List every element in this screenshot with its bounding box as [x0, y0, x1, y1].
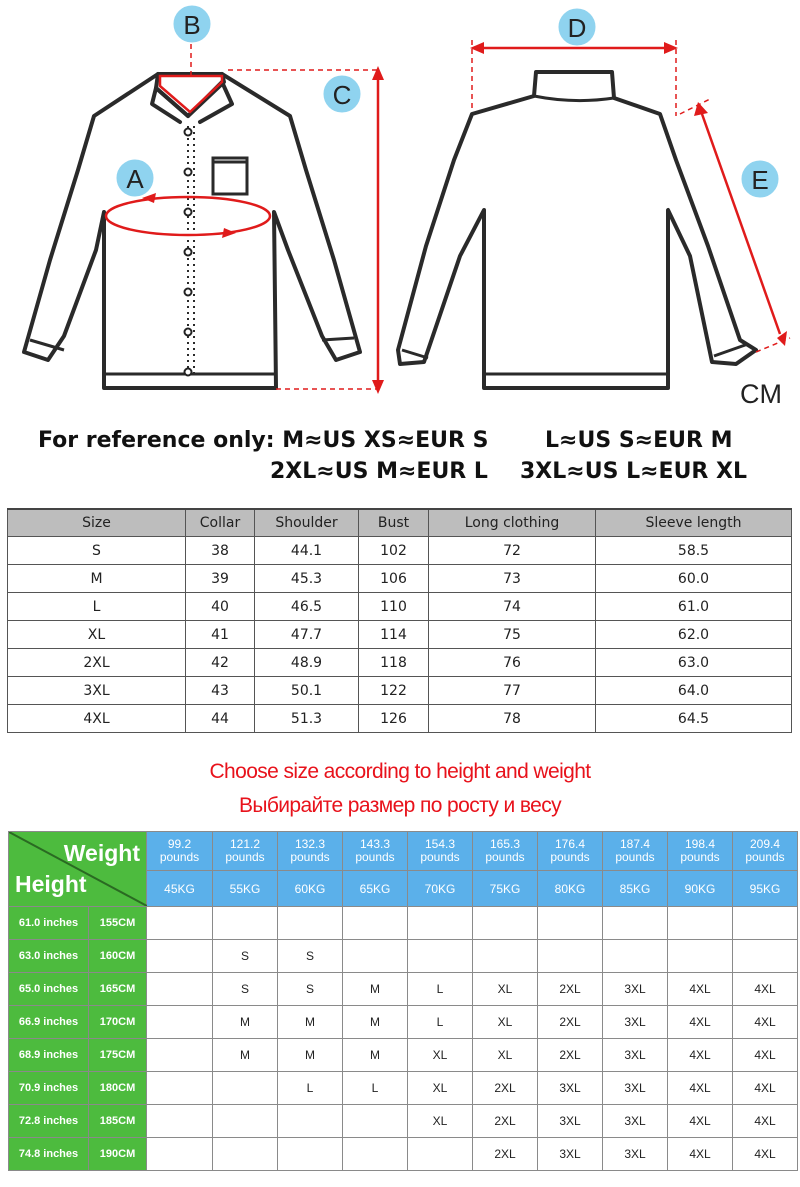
size-cell-collar: 39 [186, 565, 255, 593]
height-inches-label: 61.0 inches [9, 907, 89, 940]
size-table-row [8, 565, 792, 593]
weight-pounds-header [343, 832, 408, 871]
pounds-value: 143.3 [359, 837, 391, 851]
size-recommendation-cell: 3XL [603, 973, 668, 1006]
back-shirt-drawing [398, 72, 756, 388]
marker-b [173, 5, 211, 43]
size-recommendation-cell: 3XL [603, 1072, 668, 1105]
size-recommendation-cell [147, 907, 213, 940]
size-cell-size: 4XL [8, 705, 186, 733]
height-weight-grid [8, 831, 798, 1171]
size-cell-shoulder: 47.7 [255, 621, 359, 649]
size-recommendation-cell [147, 1105, 213, 1138]
size-recommendation-cell: 2XL [473, 1138, 538, 1171]
size-cell-sleeve-length: 60.0 [596, 565, 792, 593]
size-cell-long-clothing: 72 [429, 537, 596, 565]
front-shirt-drawing [24, 74, 360, 388]
size-recommendation-cell: 3XL [603, 1105, 668, 1138]
height-inches-label: 68.9 inches [9, 1039, 89, 1072]
size-recommendation-cell [538, 940, 603, 973]
size-cell-bust: 118 [359, 649, 429, 677]
size-cell-long-clothing: 77 [429, 677, 596, 705]
grid-corner [9, 832, 147, 907]
size-recommendation-cell [668, 940, 733, 973]
size-recommendation-cell: L [408, 1006, 473, 1039]
pounds-unit: pounds [680, 850, 720, 864]
pounds-value: 209.4 [749, 837, 781, 851]
size-recommendation-cell: M [278, 1039, 343, 1072]
size-recommendation-cell [473, 940, 538, 973]
pounds-unit: pounds [550, 850, 590, 864]
size-cell-long-clothing: 73 [429, 565, 596, 593]
reference-line-1b: L≈US S≈EUR M [545, 428, 733, 453]
height-cm-label: 155CM [89, 907, 147, 940]
size-recommendation-cell: XL [408, 1105, 473, 1138]
size-recommendation-cell: XL [473, 1039, 538, 1072]
size-recommendation-cell [147, 1138, 213, 1171]
size-recommendation-cell: 2XL [473, 1105, 538, 1138]
size-recommendation-cell [147, 973, 213, 1006]
header-bust: Bust [359, 509, 429, 537]
size-table-row [8, 649, 792, 677]
height-cm-label: 185CM [89, 1105, 147, 1138]
size-recommendation-cell [278, 907, 343, 940]
size-cell-shoulder: 51.3 [255, 705, 359, 733]
size-cell-sleeve-length: 61.0 [596, 593, 792, 621]
weight-pounds-header [278, 832, 343, 871]
size-cell-collar: 44 [186, 705, 255, 733]
pounds-unit: pounds [420, 850, 460, 864]
unit-label: CM [740, 379, 782, 409]
height-row [9, 1039, 798, 1072]
size-table-row [8, 705, 792, 733]
size-recommendation-cell: M [213, 1039, 278, 1072]
size-cell-collar: 42 [186, 649, 255, 677]
size-recommendation-cell [147, 940, 213, 973]
marker-c [323, 75, 361, 113]
size-cell-sleeve-length: 62.0 [596, 621, 792, 649]
weight-kg-header: 70KG [408, 871, 473, 907]
size-cell-collar: 43 [186, 677, 255, 705]
size-recommendation-cell: M [343, 1039, 408, 1072]
height-row [9, 907, 798, 940]
size-recommendation-cell: S [278, 973, 343, 1006]
pounds-unit: pounds [159, 850, 200, 864]
weight-kg-header: 45KG [147, 871, 213, 907]
svg-text:C: C [332, 80, 352, 110]
size-recommendation-cell [213, 907, 278, 940]
weight-kg-header: 60KG [278, 871, 343, 907]
size-recommendation-cell [668, 907, 733, 940]
size-recommendation-cell: M [343, 973, 408, 1006]
header-sleeve-length: Sleeve length [596, 509, 792, 537]
size-recommendation-cell [603, 907, 668, 940]
size-cell-bust: 126 [359, 705, 429, 733]
pounds-value: 165.3 [489, 837, 521, 851]
weight-kg-header: 75KG [473, 871, 538, 907]
size-recommendation-cell: 2XL [538, 973, 603, 1006]
svg-text:B: B [183, 10, 201, 40]
pounds-unit: pounds [355, 850, 395, 864]
size-cell-bust: 122 [359, 677, 429, 705]
pounds-unit: pounds [615, 850, 655, 864]
height-row [9, 1072, 798, 1105]
header-collar: Collar [186, 509, 255, 537]
size-recommendation-cell [408, 940, 473, 973]
size-measurement-table [7, 508, 792, 733]
height-cm-label: 180CM [89, 1072, 147, 1105]
size-cell-shoulder: 48.9 [255, 649, 359, 677]
size-recommendation-cell [213, 1138, 278, 1171]
height-row [9, 1006, 798, 1039]
height-cm-label: 160CM [89, 940, 147, 973]
height-inches-label: 65.0 inches [9, 973, 89, 1006]
size-recommendation-cell: 4XL [668, 1006, 733, 1039]
choose-size-english: Choose size according to height and weight [209, 760, 591, 783]
pounds-unit: pounds [485, 850, 525, 864]
size-cell-size: 2XL [8, 649, 186, 677]
size-recommendation-cell: 2XL [473, 1072, 538, 1105]
size-recommendation-cell: 4XL [668, 1138, 733, 1171]
size-recommendation-cell: L [408, 973, 473, 1006]
size-recommendation-cell [538, 907, 603, 940]
height-cm-label: 175CM [89, 1039, 147, 1072]
size-recommendation-cell [733, 940, 798, 973]
size-recommendation-cell [343, 940, 408, 973]
size-recommendation-cell: 3XL [538, 1138, 603, 1171]
size-cell-sleeve-length: 58.5 [596, 537, 792, 565]
size-recommendation-cell: 4XL [733, 1006, 798, 1039]
size-recommendation-cell: 2XL [538, 1039, 603, 1072]
size-recommendation-cell: 3XL [603, 1006, 668, 1039]
bust-arrow-right [222, 228, 236, 238]
weight-pounds-header [213, 832, 278, 871]
weight-kg-header: 55KG [213, 871, 278, 907]
size-recommendation-cell: 4XL [733, 1072, 798, 1105]
size-cell-shoulder: 44.1 [255, 537, 359, 565]
length-arrow-bottom [372, 380, 384, 394]
weight-kg-header: 80KG [538, 871, 603, 907]
size-cell-long-clothing: 74 [429, 593, 596, 621]
header-long-clothing: Long clothing [429, 509, 596, 537]
height-inches-label: 63.0 inches [9, 940, 89, 973]
size-recommendation-cell: M [343, 1006, 408, 1039]
size-recommendation-cell: 4XL [668, 973, 733, 1006]
pounds-value: 154.3 [424, 837, 456, 851]
size-cell-size: L [8, 593, 186, 621]
size-recommendation-cell [408, 1138, 473, 1171]
size-table-row [8, 621, 792, 649]
size-recommendation-cell: 4XL [668, 1105, 733, 1138]
size-cell-size: 3XL [8, 677, 186, 705]
size-recommendation-cell [603, 940, 668, 973]
size-cell-collar: 38 [186, 537, 255, 565]
size-recommendation-cell: 4XL [733, 1138, 798, 1171]
size-table-row [8, 677, 792, 705]
size-cell-size: M [8, 565, 186, 593]
weight-kg-header: 85KG [603, 871, 668, 907]
size-recommendation-cell: 4XL [733, 1039, 798, 1072]
pounds-value: 99.2 [167, 837, 192, 851]
size-cell-bust: 114 [359, 621, 429, 649]
weight-kg-header: 65KG [343, 871, 408, 907]
choose-size-russian: Выбирайте размер по росту и весу [238, 794, 562, 817]
height-inches-label: 70.9 inches [9, 1072, 89, 1105]
sleeve-arrow-top [694, 102, 708, 116]
reference-line-2a: 2XL≈US M≈EUR L [270, 459, 488, 484]
size-recommendation-cell: M [278, 1006, 343, 1039]
weight-pounds-row [9, 832, 798, 871]
size-recommendation-cell: 4XL [668, 1072, 733, 1105]
size-recommendation-cell [147, 1039, 213, 1072]
reference-line-1a: For reference only: M≈US XS≈EUR S [38, 428, 489, 453]
svg-text:E: E [751, 165, 769, 195]
size-recommendation-cell [147, 1072, 213, 1105]
height-row [9, 973, 798, 1006]
size-table-row [8, 593, 792, 621]
size-recommendation-cell: S [213, 940, 278, 973]
size-recommendation-cell: 3XL [603, 1138, 668, 1171]
size-cell-shoulder: 50.1 [255, 677, 359, 705]
size-cell-long-clothing: 76 [429, 649, 596, 677]
size-recommendation-cell: XL [473, 1006, 538, 1039]
size-recommendation-cell: 4XL [668, 1039, 733, 1072]
height-row [9, 1105, 798, 1138]
height-inches-label: 74.8 inches [9, 1138, 89, 1171]
size-recommendation-cell [343, 1105, 408, 1138]
weight-pounds-header [668, 832, 733, 871]
height-inches-label: 66.9 inches [9, 1006, 89, 1039]
weight-axis-label: Weight [63, 840, 140, 866]
size-cell-collar: 40 [186, 593, 255, 621]
weight-kg-header: 95KG [733, 871, 798, 907]
weight-kg-header: 90KG [668, 871, 733, 907]
size-cell-bust: 106 [359, 565, 429, 593]
size-recommendation-cell [473, 907, 538, 940]
size-cell-long-clothing: 78 [429, 705, 596, 733]
height-cm-label: 190CM [89, 1138, 147, 1171]
pounds-unit: pounds [290, 850, 330, 864]
size-cell-shoulder: 45.3 [255, 565, 359, 593]
weight-pounds-header [473, 832, 538, 871]
pounds-value: 121.2 [229, 837, 261, 851]
size-recommendation-cell [147, 1006, 213, 1039]
size-recommendation-cell: XL [408, 1072, 473, 1105]
size-cell-sleeve-length: 64.0 [596, 677, 792, 705]
length-arrow-top [372, 66, 384, 80]
size-recommendation-cell [408, 907, 473, 940]
size-recommendation-cell: 3XL [538, 1105, 603, 1138]
size-recommendation-cell: 4XL [733, 973, 798, 1006]
height-inches-label: 72.8 inches [9, 1105, 89, 1138]
size-cell-bust: 102 [359, 537, 429, 565]
weight-pounds-header [408, 832, 473, 871]
pounds-unit: pounds [225, 850, 265, 864]
weight-pounds-header [538, 832, 603, 871]
pounds-value: 187.4 [619, 837, 651, 851]
size-cell-sleeve-length: 63.0 [596, 649, 792, 677]
pounds-value: 198.4 [684, 837, 716, 851]
pounds-value: 132.3 [294, 837, 326, 851]
size-recommendation-cell [213, 1105, 278, 1138]
sleeve-measure-line [702, 114, 780, 334]
size-recommendation-cell: L [343, 1072, 408, 1105]
pounds-value: 176.4 [554, 837, 586, 851]
marker-d [558, 8, 596, 46]
size-recommendation-cell [278, 1138, 343, 1171]
svg-text:D: D [567, 13, 587, 43]
size-recommendation-cell: S [213, 973, 278, 1006]
pounds-unit: pounds [745, 850, 785, 864]
weight-pounds-header [733, 832, 798, 871]
size-recommendation-cell [278, 1105, 343, 1138]
marker-a [116, 159, 154, 197]
marker-e [741, 160, 779, 198]
size-recommendation-cell [213, 1072, 278, 1105]
height-cm-label: 170CM [89, 1006, 147, 1039]
height-row [9, 1138, 798, 1171]
weight-pounds-header [147, 832, 213, 871]
size-cell-sleeve-length: 64.5 [596, 705, 792, 733]
size-reference [0, 425, 800, 491]
size-recommendation-cell [343, 1138, 408, 1171]
svg-text:A: A [126, 164, 144, 194]
size-recommendation-cell [733, 907, 798, 940]
size-cell-bust: 110 [359, 593, 429, 621]
size-recommendation-cell: 3XL [603, 1039, 668, 1072]
header-size: Size [8, 509, 186, 537]
size-recommendation-cell: XL [408, 1039, 473, 1072]
height-axis-label: Height [15, 871, 87, 897]
size-cell-size: S [8, 537, 186, 565]
shirt-measurement-diagram [0, 0, 800, 410]
size-recommendation-cell: XL [473, 973, 538, 1006]
size-recommendation-cell: 4XL [733, 1105, 798, 1138]
header-shoulder: Shoulder [255, 509, 359, 537]
size-recommendation-cell: L [278, 1072, 343, 1105]
size-recommendation-cell: 2XL [538, 1006, 603, 1039]
size-table-row [8, 537, 792, 565]
height-row [9, 940, 798, 973]
size-recommendation-cell: M [213, 1006, 278, 1039]
size-recommendation-cell: 3XL [538, 1072, 603, 1105]
size-recommendation-cell: S [278, 940, 343, 973]
size-table-header-row [8, 509, 792, 537]
height-cm-label: 165CM [89, 973, 147, 1006]
reference-line-2b: 3XL≈US L≈EUR XL [520, 459, 748, 484]
size-cell-size: XL [8, 621, 186, 649]
size-recommendation-cell [343, 907, 408, 940]
size-cell-shoulder: 46.5 [255, 593, 359, 621]
weight-pounds-header [603, 832, 668, 871]
size-cell-collar: 41 [186, 621, 255, 649]
size-cell-long-clothing: 75 [429, 621, 596, 649]
